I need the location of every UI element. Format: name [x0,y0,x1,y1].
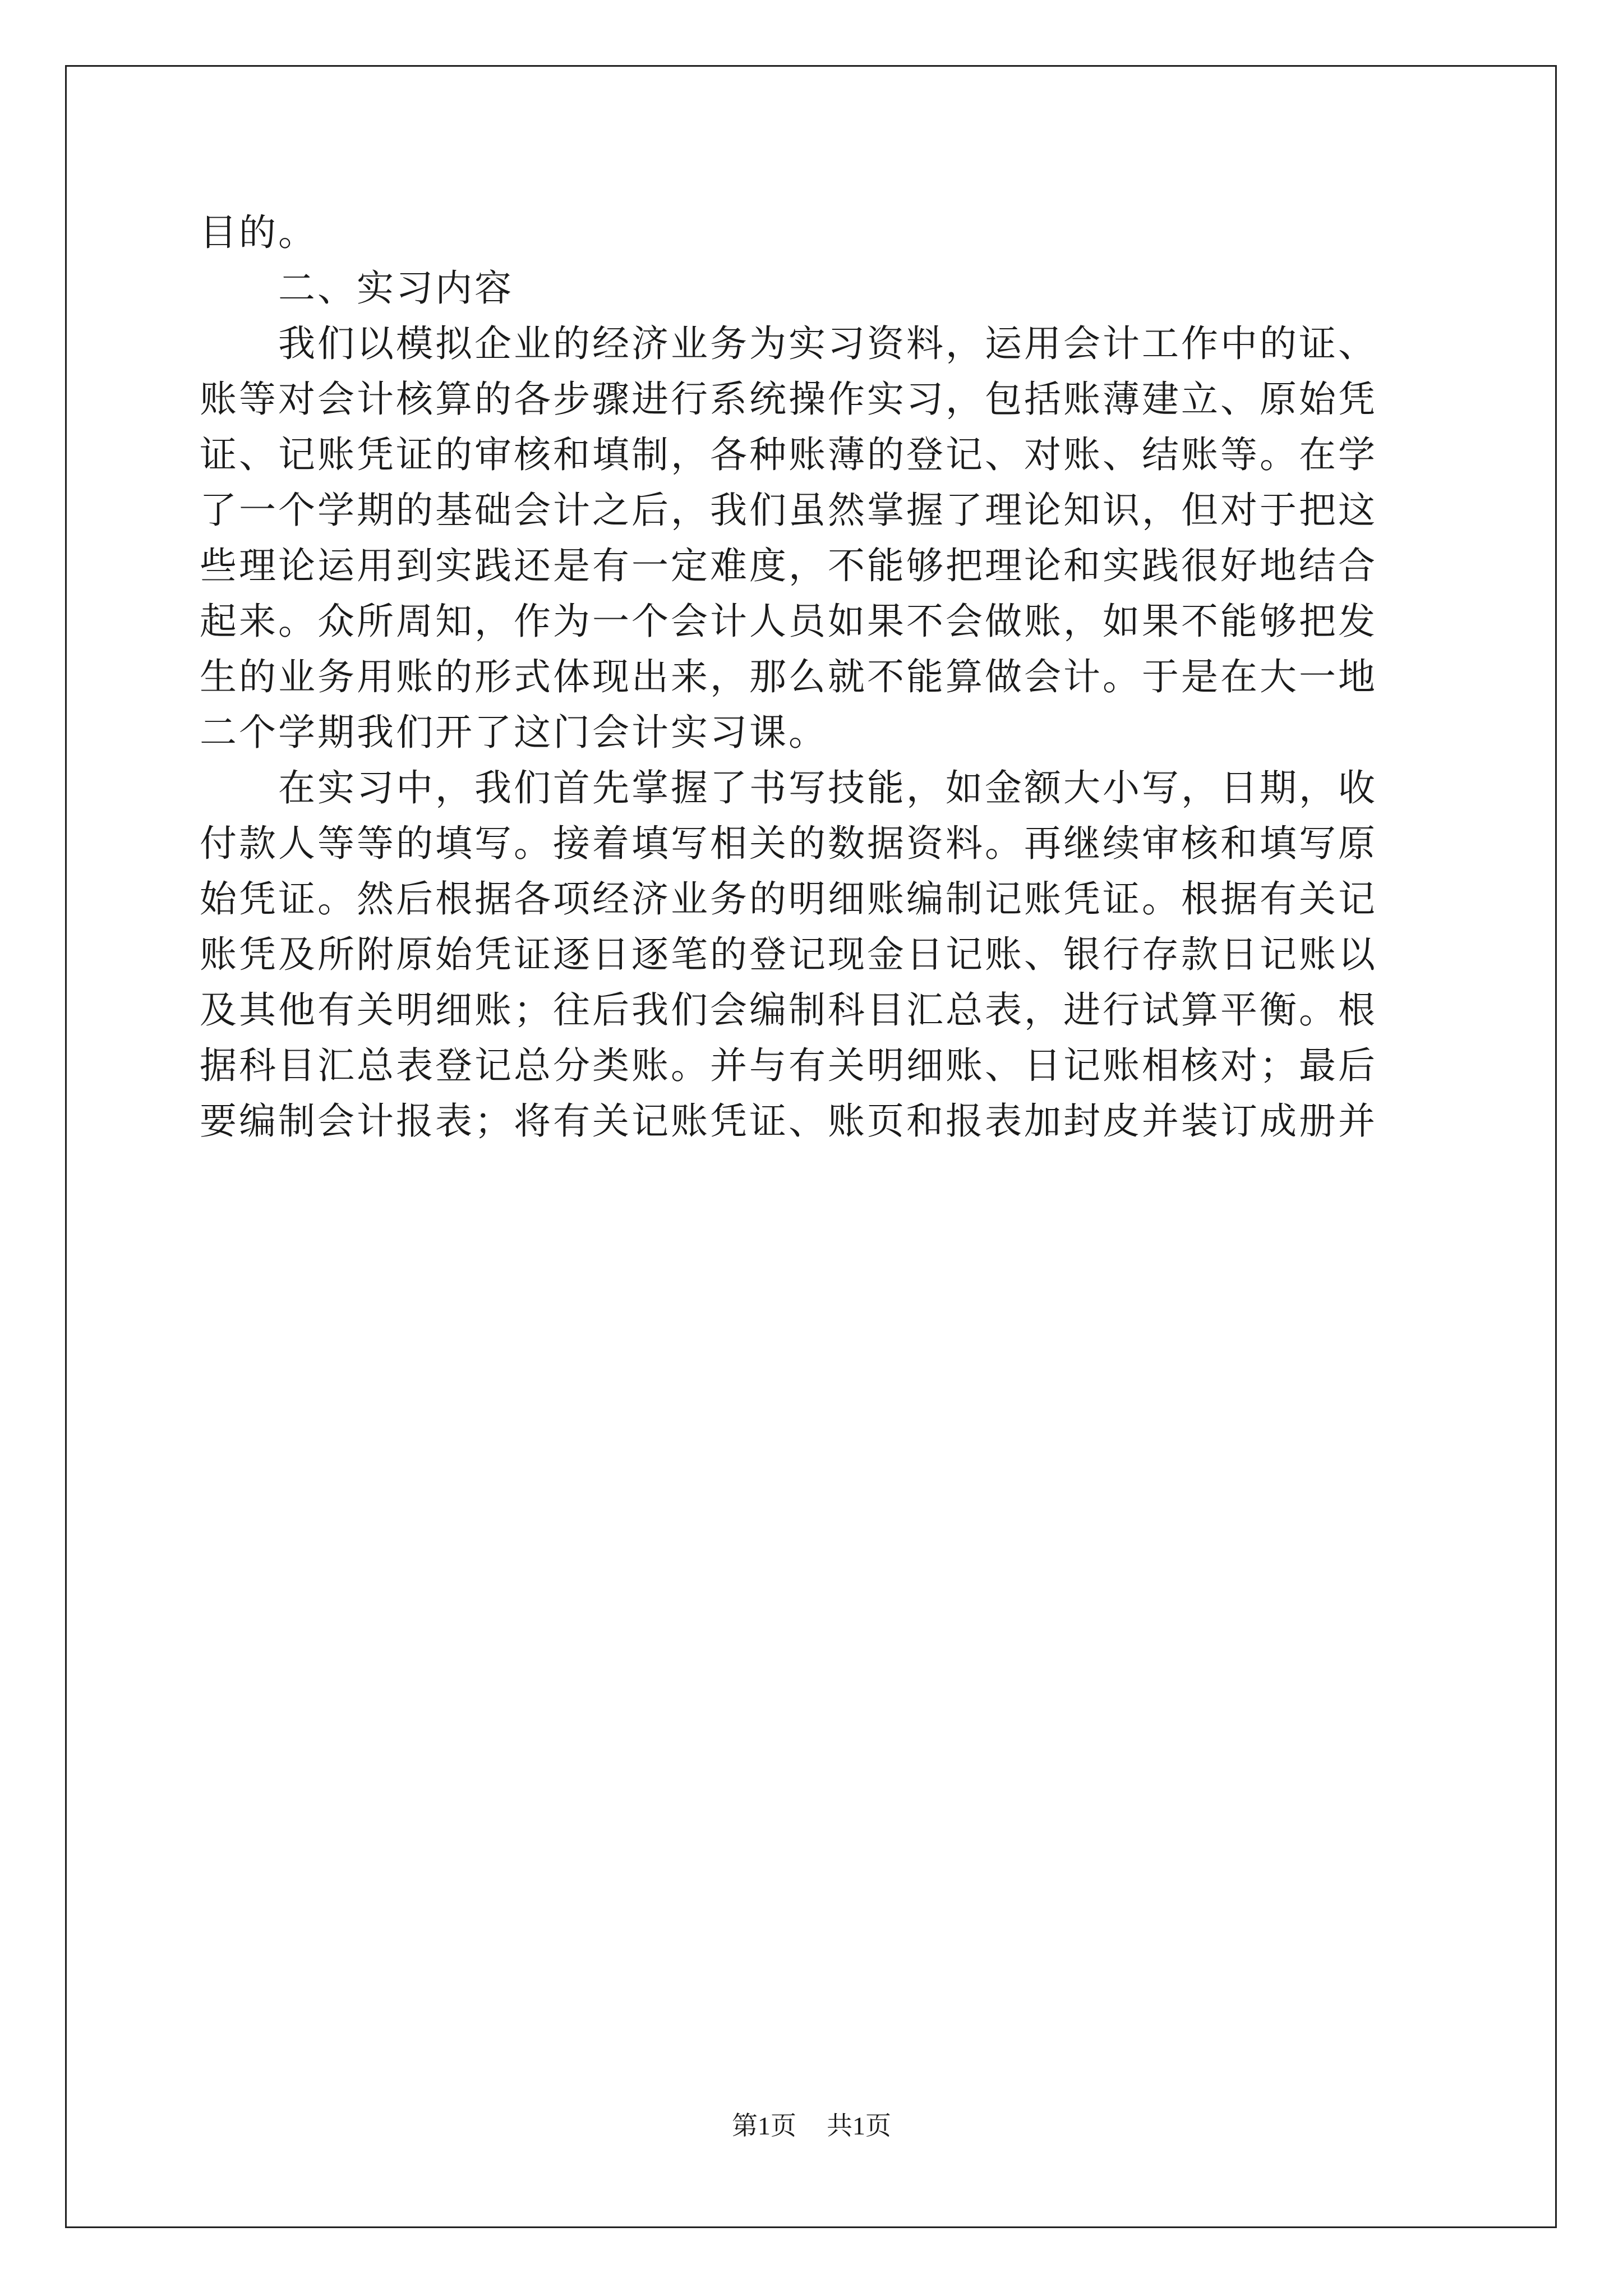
text-line: 目的。 [200,211,317,254]
text-line: 在实习中，我们首先掌握了书写技能，如金额大小写，日期，收 [200,766,1377,809]
section-heading: 二、实习内容 [200,266,514,310]
text-line: 起来。众所周知，作为一个会计人员如果不会做账，如果不能够把发 [200,600,1377,643]
document-body [200,205,1425,1149]
page-total: 共1页 [827,2111,891,2140]
text-line: 些理论运用到实践还是有一定难度，不能够把理论和实践很好地结合 [200,544,1377,587]
text-line: 账等对会计核算的各步骤进行系统操作实习，包括账薄建立、原始凭 [200,378,1377,421]
text-line: 我们以模拟企业的经济业务为实习资料，运用会计工作中的证、 [200,322,1377,365]
text-line: 始凭证。然后根据各项经济业务的明细账编制记账凭证。根据有关记 [200,877,1377,921]
text-line: 二个学期我们开了这门会计实习课。 [200,711,828,754]
text-line: 账凭及所附原始凭证逐日逐笔的登记现金日记账、银行存款日记账以 [200,933,1377,976]
text-line: 付款人等等的填写。接着填写相关的数据资料。再继续审核和填写原 [200,822,1377,865]
text-line: 要编制会计报表；将有关记账凭证、账页和报表加封皮并装订成册并 [200,1099,1377,1143]
page-number: 第1页 [732,2111,796,2140]
text-line: 了一个学期的基础会计之后，我们虽然掌握了理论知识，但对于把这 [200,489,1377,532]
text-line: 生的业务用账的形式体现出来，那么就不能算做会计。于是在大一地 [200,655,1377,698]
text-line: 证、记账凭证的审核和填制，各种账薄的登记、对账、结账等。在学 [200,433,1377,476]
text-line: 据科目汇总表登记总分类账。并与有关明细账、日记账相核对；最后 [200,1044,1377,1087]
page-footer [0,2109,1623,2143]
text-line: 及其他有关明细账；往后我们会编制科目汇总表，进行试算平衡。根 [200,988,1377,1032]
